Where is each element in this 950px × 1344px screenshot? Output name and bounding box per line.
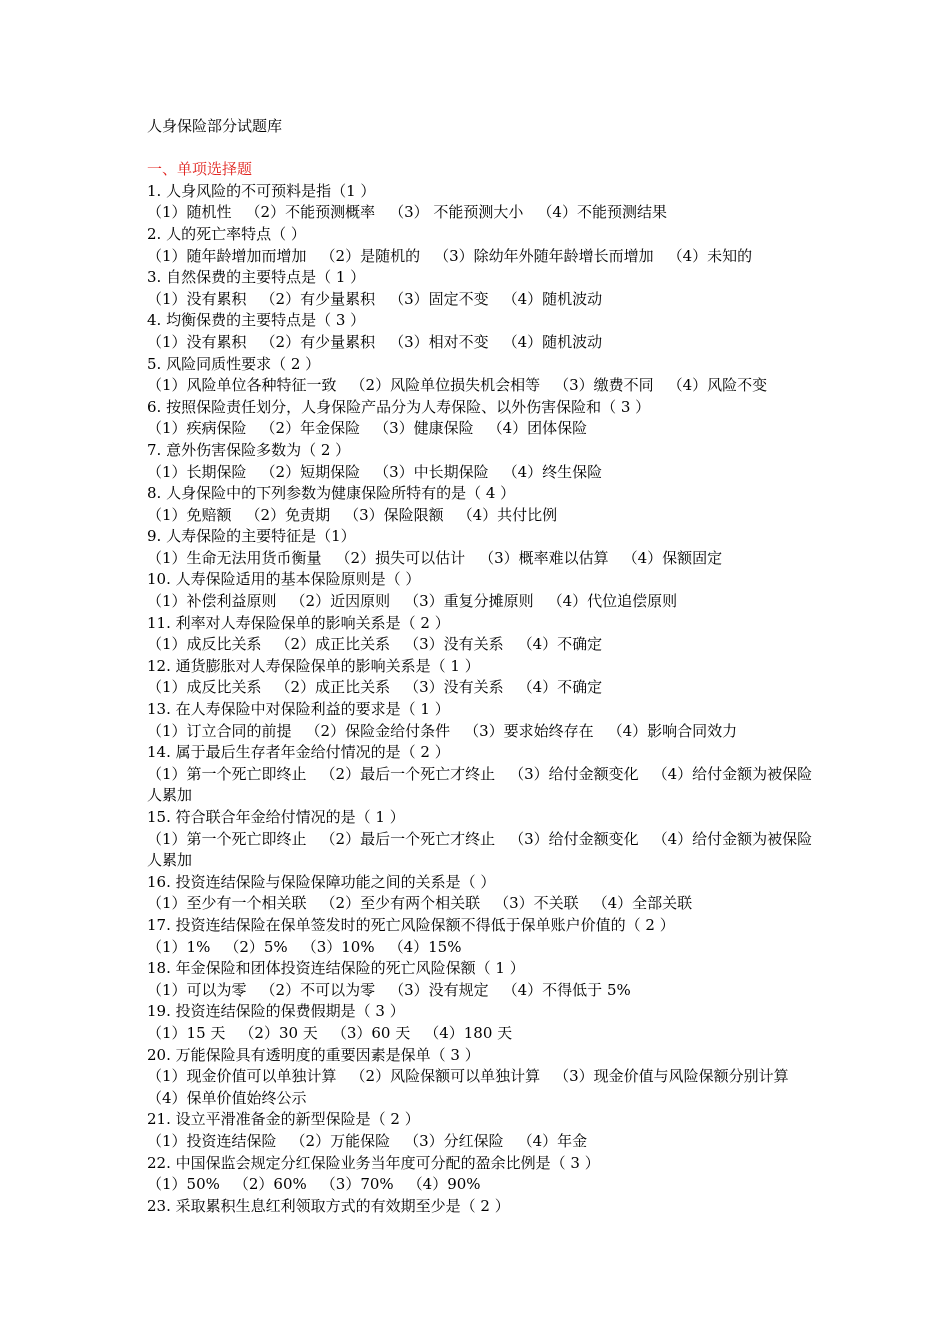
answer-options: [147, 1174, 857, 1196]
answer-option: （4）随机波动: [502, 332, 603, 351]
answer-option: （1）第一个死亡即终止: [147, 764, 307, 783]
answer-option: （1）疾病保险: [147, 419, 247, 438]
answer-options: [147, 980, 857, 1002]
answer-options: [147, 505, 857, 527]
answer-option: （2）年金保险: [260, 419, 361, 438]
answer-options: [147, 893, 857, 915]
question-text: 19. 投资连结保险的保费假期是（ 3 ）: [147, 1002, 405, 1021]
answer-options-continued: 人累加: [147, 786, 193, 805]
question-text: 11. 利率对人寿保险保单的影响关系是（ 2 ）: [147, 613, 450, 632]
answer-options: [147, 246, 857, 268]
answer-option: （3）现金价值与风险保额分别计算: [554, 1067, 789, 1086]
answer-option: （3）要求始终存在: [464, 721, 594, 740]
answer-options: [147, 375, 857, 397]
answer-options: [147, 332, 857, 354]
answer-options: [147, 829, 857, 851]
question-text: 15. 符合联合年金给付情况的是（ 1 ）: [147, 808, 405, 826]
answer-option: （1）长期保险: [147, 462, 247, 481]
answer-options: [147, 1023, 857, 1045]
answer-option: （4）风险不变: [667, 376, 768, 395]
answer-option: （3）保险限额: [344, 505, 444, 524]
answer-option: （4）不确定: [517, 635, 603, 654]
answer-option: （4）团体保险: [487, 419, 588, 438]
answer-option: （3）重复分摊原则: [404, 592, 534, 611]
document-page: [147, 116, 857, 1217]
answer-options: [147, 289, 857, 311]
question-text: 14. 属于最后生存者年金给付情况的是（ 2 ）: [147, 743, 450, 762]
answer-option: （2）保险金给付条件: [305, 721, 451, 740]
answer-options: [147, 591, 857, 613]
answer-options: [147, 937, 857, 959]
answer-option: （3）70%: [320, 1175, 394, 1194]
answer-option: （4）影响合同效力: [607, 721, 738, 740]
answer-option: （3）健康保险: [374, 419, 474, 438]
question-text: 2. 人的死亡率特点（ ）: [147, 224, 306, 243]
answer-option: （1）随年龄增加而增加: [147, 246, 307, 265]
question-text: 21. 设立平滑准备金的新型保险是（ 2 ）: [147, 1110, 420, 1129]
question-text: 17. 投资连结保险在保单签发时的死亡风险保额不得低于保单账户价值的（ 2 ）: [147, 915, 675, 934]
answer-option: （4）代位追偿原则: [547, 592, 678, 611]
answer-option: （4）180 天: [424, 1023, 513, 1042]
question-text: 20. 万能保险具有透明度的重要因素是保单（ 3 ）: [147, 1045, 480, 1064]
answer-option: （1）补偿利益原则: [147, 592, 277, 611]
answer-options-continued: 人累加: [147, 851, 193, 870]
answer-option: （1）随机性: [147, 203, 232, 222]
answer-option: （2）是随机的: [320, 246, 421, 265]
answer-option: （4）不得低于 5%: [502, 980, 631, 999]
question-text: 13. 在人寿保险中对保险利益的要求是（ 1 ）: [147, 700, 450, 719]
answer-option: （3） 不能预测大小: [389, 203, 524, 222]
question-text: 7. 意外伤害保险多数为（ 2 ）: [147, 440, 351, 459]
answer-option: （4）90%: [407, 1175, 481, 1194]
answer-option: （1）投资连结保险: [147, 1131, 277, 1150]
answer-option: （3）中长期保险: [374, 462, 489, 481]
answer-options: [147, 1131, 857, 1153]
answer-option: （1）生命无法用货币衡量: [147, 548, 322, 567]
answer-option: （4）共付比例: [457, 505, 558, 524]
answer-option: （4）终生保险: [502, 462, 603, 481]
answer-option: （4）15%: [388, 937, 462, 956]
section-heading-single-choice: 一、单项选择题: [147, 160, 253, 179]
answer-option: （1）没有累积: [147, 289, 247, 308]
answer-options: [147, 202, 857, 224]
answer-option: （4）不能预测结果: [537, 203, 667, 222]
answer-options: [147, 548, 857, 570]
answer-options: [147, 1066, 857, 1088]
answer-option: （2）不可以为零: [260, 980, 376, 999]
answer-option: （2）近因原则: [290, 592, 391, 611]
answer-option: （3）没有规定: [389, 980, 489, 999]
answer-option: （1）现金价值可以单独计算: [147, 1067, 337, 1086]
question-text: 4. 均衡保费的主要特点是（ 3 ）: [147, 311, 366, 330]
answer-options: [147, 418, 857, 440]
answer-option: （2）成正比关系: [275, 635, 391, 654]
question-text: 12. 通货膨胀对人寿保险保单的影响关系是（ 1 ）: [147, 656, 480, 675]
answer-option: （2）损失可以估计: [335, 548, 466, 567]
answer-option: （3）60 天: [331, 1023, 411, 1042]
answer-option: （1）至少有一个相关联: [147, 894, 307, 913]
question-text: 9. 人寿保险的主要特征是（1）: [147, 527, 356, 546]
question-text: 23. 采取累积生息红利领取方式的有效期至少是（ 2 ）: [147, 1196, 510, 1215]
answer-option: （1）成反比关系: [147, 635, 262, 654]
question-list: [147, 181, 857, 1218]
answer-option: （2）成正比关系: [275, 678, 391, 697]
answer-option: （4）全部关联: [592, 894, 693, 913]
answer-option: （1）没有累积: [147, 332, 247, 351]
answer-option: （3）10%: [301, 937, 375, 956]
answer-option: （3）概率难以估算: [479, 548, 609, 567]
answer-option: （2）不能预测概率: [245, 203, 376, 222]
answer-option: （3）除幼年外随年龄增长而增加: [434, 246, 654, 265]
answer-option: （3）给付金额变化: [509, 764, 639, 783]
answer-option: （2）至少有两个相关联: [320, 894, 481, 913]
question-text: 8. 人身保险中的下列参数为健康保险所特有的是（ 4 ）: [147, 484, 516, 503]
answer-option: （1）50%: [147, 1175, 220, 1194]
question-text: 3. 自然保费的主要特点是（ 1 ）: [147, 268, 366, 287]
answer-option: （2）最后一个死亡才终止: [320, 764, 496, 783]
answer-option: （4）随机波动: [502, 289, 603, 308]
answer-option: （1）15 天: [147, 1023, 226, 1042]
answer-option: （3）分红保险: [404, 1131, 504, 1150]
question-text: 16. 投资连结保险与保险保障功能之间的关系是（ ）: [147, 872, 496, 891]
answer-option: （2）5%: [224, 937, 288, 956]
answer-option: （2）免责期: [245, 505, 331, 524]
answer-option: （2）风险保额可以单独计算: [350, 1067, 541, 1086]
answer-option: （4）给付金额为被保险: [652, 764, 813, 783]
question-text: 1. 人身风险的不可预料是指（1 ）: [147, 181, 376, 200]
answer-option: （1）第一个死亡即终止: [147, 829, 307, 848]
answer-option: （1）订立合同的前提: [147, 721, 292, 740]
answer-option: （1）免赔额: [147, 505, 232, 524]
answer-options: [147, 764, 857, 786]
answer-option: （2）万能保险: [290, 1131, 391, 1150]
answer-option: （2）最后一个死亡才终止: [320, 829, 496, 848]
answer-option: （3）相对不变: [389, 332, 489, 351]
question-text: 10. 人寿保险适用的基本保险原则是（ ）: [147, 570, 421, 589]
answer-option: （2）风险单位损失机会相等: [350, 376, 541, 395]
answer-option: （2）有少量累积: [260, 332, 376, 351]
question-text: 22. 中国保监会规定分红保险业务当年度可分配的盈余比例是（ 3 ）: [147, 1153, 600, 1172]
question-text: 18. 年金保险和团体投资连结保险的死亡风险保额（ 1 ）: [147, 959, 525, 978]
answer-options-continued: （4）保单价值始终公示: [147, 1088, 307, 1107]
answer-option: （2）短期保险: [260, 462, 361, 481]
answer-option: （3）没有关系: [404, 678, 504, 697]
answer-option: （1）可以为零: [147, 980, 247, 999]
answer-option: （3）不关联: [494, 894, 579, 913]
answer-option: （4）未知的: [667, 246, 753, 265]
answer-option: （4）保额固定: [622, 548, 723, 567]
answer-option: （4）给付金额为被保险: [652, 829, 813, 848]
question-text: 5. 风险同质性要求（ 2 ）: [147, 354, 321, 373]
question-text: 6. 按照保险责任划分，人身保险产品分为人寿保险、以外伤害保险和（ 3 ）: [147, 397, 651, 416]
answer-option: （1）成反比关系: [147, 678, 262, 697]
answer-option: （3）缴费不同: [554, 376, 654, 395]
answer-option: （1）1%: [147, 937, 211, 956]
answer-option: （2）30 天: [239, 1023, 318, 1042]
answer-options: [147, 634, 857, 656]
document-title: 人身保险部分试题库: [147, 117, 283, 135]
answer-option: （1）风险单位各种特征一致: [147, 376, 337, 395]
answer-option: （4）年金: [517, 1131, 588, 1150]
answer-option: （2）60%: [233, 1175, 307, 1194]
answer-option: （4）不确定: [517, 678, 603, 697]
answer-option: （3）没有关系: [404, 635, 504, 654]
answer-options: [147, 721, 857, 743]
answer-option: （3）给付金额变化: [509, 829, 639, 848]
answer-option: （3）固定不变: [389, 289, 489, 308]
answer-option: （2）有少量累积: [260, 289, 376, 308]
answer-options: [147, 677, 857, 699]
answer-options: [147, 462, 857, 484]
